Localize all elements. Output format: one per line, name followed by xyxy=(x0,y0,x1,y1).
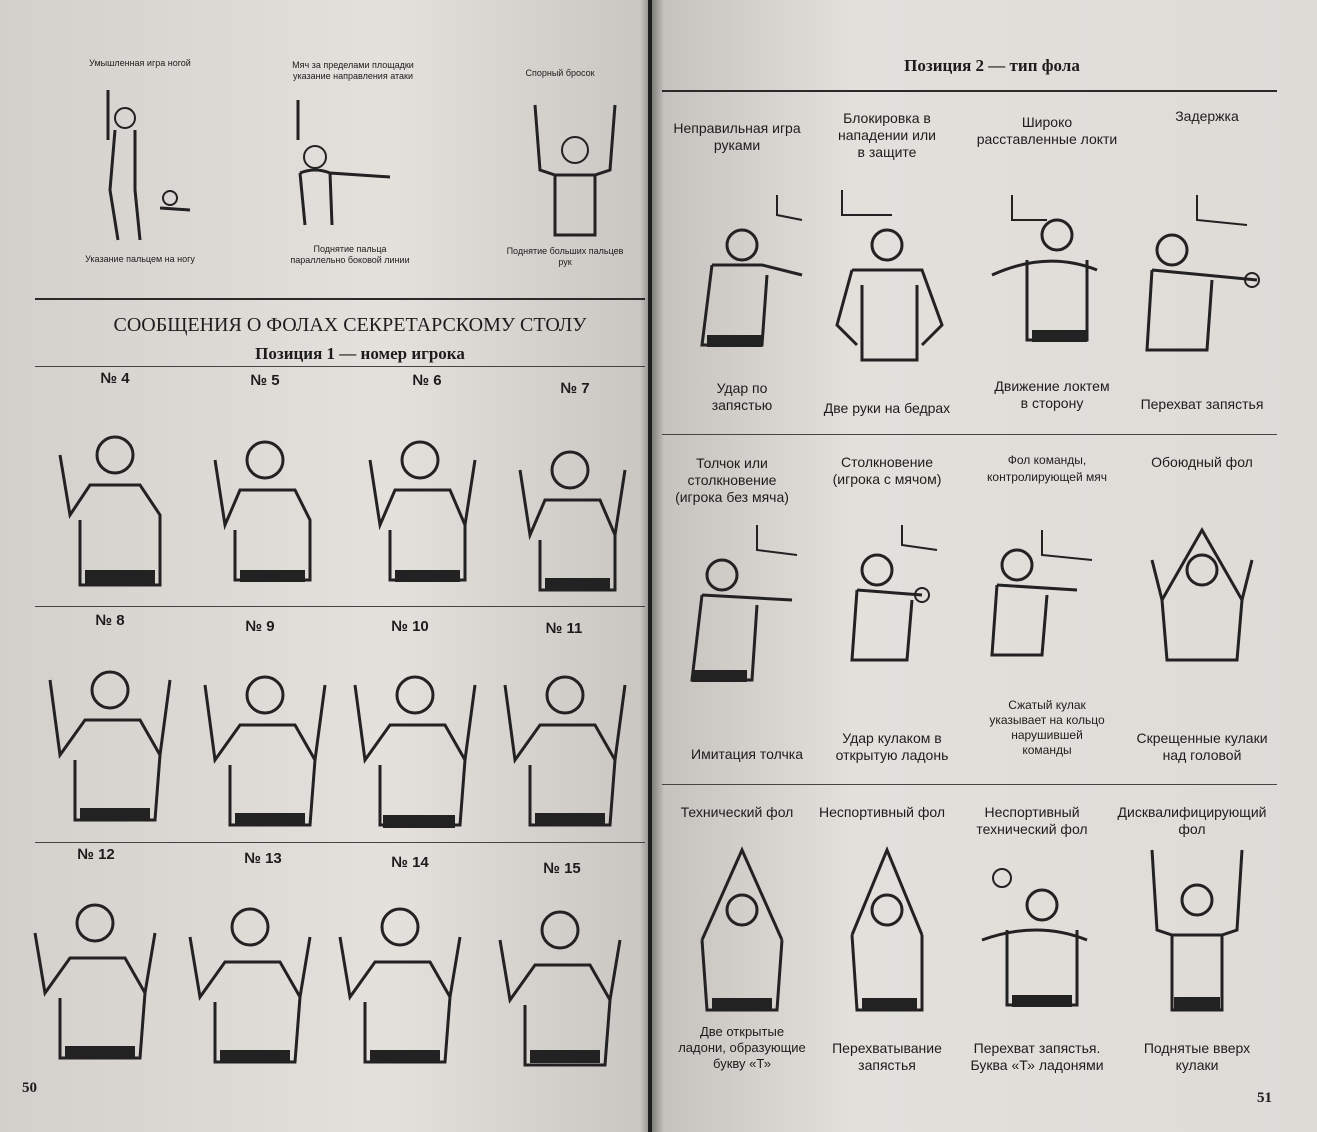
foul-type-title: Блокировка в нападении или в защите xyxy=(838,110,936,160)
divider xyxy=(35,842,645,843)
foul-type-title: Неспортивный технический фол xyxy=(976,804,1088,837)
divider xyxy=(35,298,645,300)
figure-number-11 xyxy=(495,665,635,835)
figure-double-foul xyxy=(1132,520,1272,680)
section-subtitle: Позиция 1 — номер игрока xyxy=(255,344,465,363)
figure-number-14 xyxy=(330,902,470,1072)
foul-signal-caption: Удар кулаком в открытую ладонь xyxy=(835,730,949,763)
foul-type-title: Дисквалифицирующий фол xyxy=(1117,804,1267,837)
foul-signal-caption: Движение локтем в сторону xyxy=(994,378,1110,411)
foul-signal-caption: Две открытые ладони, образующие букву «Т» xyxy=(678,1024,806,1071)
player-number-12: № 12 xyxy=(77,846,115,863)
foul-signal-caption: Имитация толчка xyxy=(691,746,803,762)
figure-number-4 xyxy=(40,425,180,595)
foul-signal-caption: Удар по запястью xyxy=(711,380,773,413)
figure-number-12 xyxy=(25,898,165,1068)
player-number-14: № 14 xyxy=(391,854,429,871)
figure-unsportsmanlike-foul xyxy=(832,840,952,1020)
foul-type-title: Технический фол xyxy=(680,804,794,820)
foul-signal-caption: Перехват запястья xyxy=(1140,396,1264,412)
page-number-left: 50 xyxy=(22,1080,37,1096)
figure-number-6 xyxy=(355,430,495,600)
book-gutter xyxy=(640,0,664,1132)
player-number-15: № 15 xyxy=(543,860,581,877)
figure-illegal-hands xyxy=(682,185,812,365)
divider xyxy=(35,606,645,607)
foul-type-title: Столкновение (игрока с мячом) xyxy=(832,454,942,487)
player-number-4: № 4 xyxy=(100,370,130,387)
foul-type-title: Обоюдный фол xyxy=(1151,454,1253,470)
label-intentional-foot: Умышленная игра ногой xyxy=(89,58,191,68)
figure-blocking xyxy=(832,185,962,365)
foul-type-title: Широко расставленные локти xyxy=(976,114,1118,147)
figure-pointing-foot xyxy=(80,80,210,250)
figure-holding xyxy=(1137,190,1267,360)
player-number-13: № 13 xyxy=(244,850,282,867)
figure-unsportsmanlike-technical xyxy=(977,860,1107,1020)
divider xyxy=(662,784,1277,785)
figure-technical-foul xyxy=(677,840,807,1020)
figure-charging xyxy=(832,520,962,680)
figure-number-9 xyxy=(195,665,335,835)
divider xyxy=(35,366,645,367)
foul-type-title: Фол команды, контролирующей мяч xyxy=(987,453,1107,484)
foul-signal-caption: Сжатый кулак указывает на кольцо нарушившей команды xyxy=(989,698,1105,757)
caption-pointing-foot: Указание пальцем на ногу xyxy=(85,254,195,264)
right-page xyxy=(652,0,1317,1132)
left-page xyxy=(0,0,648,1132)
caption-thumbs-up: Поднятие больших пальцев рук xyxy=(506,246,624,267)
figure-team-control xyxy=(982,525,1112,675)
section-header: Позиция 2 — тип фола xyxy=(904,56,1080,75)
figure-number-15 xyxy=(490,905,630,1075)
figure-thumbs-up xyxy=(515,95,635,245)
figure-number-7 xyxy=(505,440,645,610)
section-title: СООБЩЕНИЯ О ФОЛАХ СЕКРЕТАРСКОМУ СТОЛУ xyxy=(113,314,587,336)
foul-type-title: Толчок или столкновение (игрока без мяча) xyxy=(675,455,789,505)
divider xyxy=(662,90,1277,92)
figure-number-5 xyxy=(200,430,340,600)
player-number-9: № 9 xyxy=(245,618,275,635)
caption-finger-parallel: Поднятие пальца параллельно боковой линии xyxy=(290,244,410,265)
player-number-5: № 5 xyxy=(250,372,280,389)
figure-number-13 xyxy=(180,902,320,1072)
player-number-6: № 6 xyxy=(412,372,442,389)
foul-signal-caption: Перехватывание запястья xyxy=(832,1040,942,1073)
foul-signal-caption: Две руки на бедрах xyxy=(823,400,951,416)
player-number-7: № 7 xyxy=(560,380,590,397)
divider xyxy=(662,434,1277,435)
foul-type-title: Неспортивный фол xyxy=(818,804,946,820)
foul-type-title: Задержка xyxy=(1175,108,1239,124)
player-number-8: № 8 xyxy=(95,612,125,629)
figure-disqualifying-foul xyxy=(1132,845,1262,1020)
figure-direction xyxy=(270,95,410,235)
figure-number-10 xyxy=(345,665,485,835)
player-number-10: № 10 xyxy=(391,618,429,635)
foul-signal-caption: Скрещенные кулаки над головой xyxy=(1136,730,1268,763)
foul-type-title: Неправильная игра руками xyxy=(673,120,801,153)
figure-elbows xyxy=(987,190,1117,360)
foul-signal-caption: Перехват запястья. Буква «Т» ладонями xyxy=(970,1040,1104,1073)
player-number-11: № 11 xyxy=(545,620,583,637)
figure-number-8 xyxy=(40,660,180,830)
foul-signal-caption: Поднятые вверх кулаки xyxy=(1143,1040,1251,1073)
page-number-right: 51 xyxy=(1257,1090,1272,1106)
label-ball-out: Мяч за пределами площадки указание направления атаки xyxy=(292,60,414,81)
label-jump-ball: Спорный бросок xyxy=(525,68,595,78)
figure-pushing xyxy=(682,520,812,700)
